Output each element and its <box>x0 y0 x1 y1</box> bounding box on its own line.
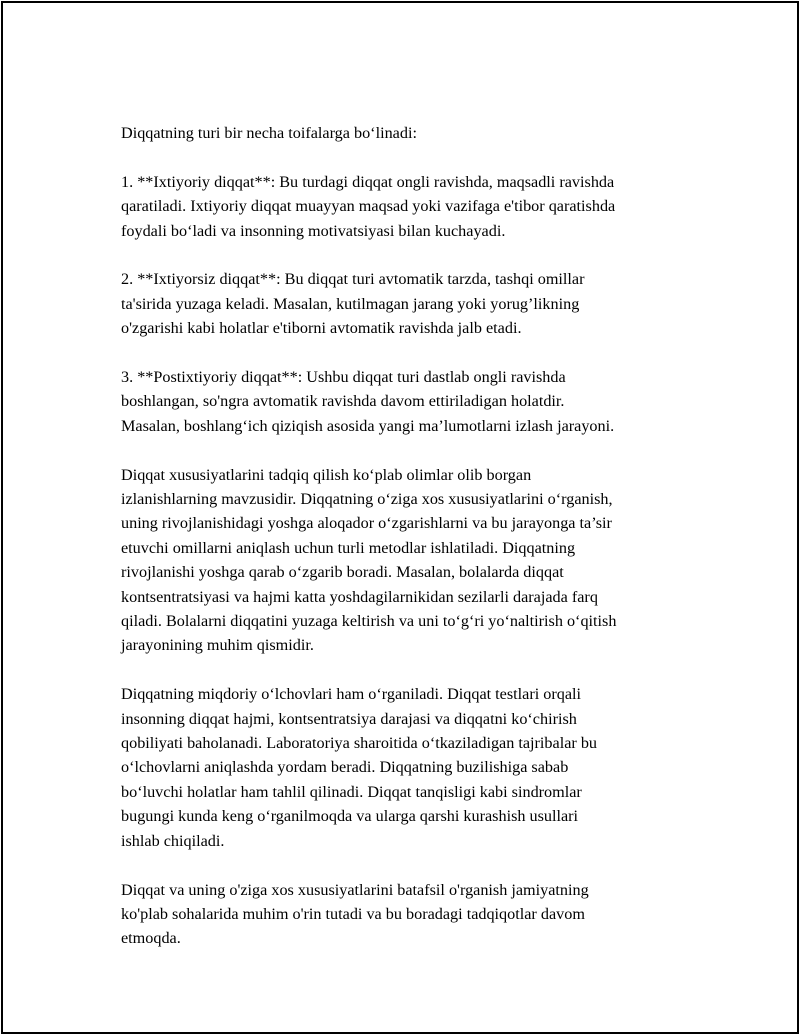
document-body <box>121 121 701 975</box>
intro-paragraph: Diqqatning turi bir necha toifalarga bo‘linadi: <box>121 124 417 142</box>
list-item-voluntary-attention: 1. **Ixtiyoriy diqqat**: Bu turdagi diqqat ongli ravishda, maqsadli ravishda qaratiladi. Ixtiyoriy diqqat muayyan maqsad yoki vazifaga e'tibor qaratishda foydali bo‘ladi va insonning motivatsiyasi bilan kuchayadi. <box>121 172 616 240</box>
page-frame <box>1 1 799 1034</box>
measurement-paragraph: Diqqatning miqdoriy o‘lchovlari ham o‘rganiladi. Diqqat testlari orqali insonning diqqat hajmi, kontsentratsiya darajasi va diqqatni ko‘chirish qobiliyati baholanadi. Laboratoriya sharoitida o‘tkaziladigan tajribalar bu o‘lchovlarni aniqlashda yordam beradi. Diqqatning buzilishiga sabab bo‘luvchi holatlar ham tahlil qilinadi. Diqqat tanqisligi kabi sindromlar bugungi kunda keng o‘rganilmoqda va ularga qarshi kurashish usullari ishlab chiqiladi. <box>121 685 598 850</box>
research-paragraph: Diqqat xususiyatlarini tadqiq qilish ko‘plab olimlar olib borgan izlanishlarning mavzusidir. Diqqatning o‘ziga xos xususiyatlarini o‘rganish, uning rivojlanishidagi yoshga aloqador o‘zgarishlarni va bu jarayonga ta’sir etuvchi omillarni aniqlash uchun turli metodlar ishlatiladi. Diqqatning rivojlanishi yoshga qarab o‘zgarib boradi. Masalan, bolalarda diqqat kontsentratsiyasi va hajmi katta yoshdagilarnikidan sezilarli darajada farq qiladi. Bolalarni diqqatini yuzaga keltirish va uni to‘g‘ri yo‘naltirish o‘qitish jarayonining muhim qismidir. <box>121 465 617 655</box>
list-item-postvoluntary-attention: 3. **Postixtiyoriy diqqat**: Ushbu diqqat turi dastlab ongli ravishda boshlangan, so'ngra avtomatik ravishda davom ettiriladigan holatdir. Masalan, boshlang‘ich qiziqish asosida yangi ma’lumotlarni izlash jarayoni. <box>121 368 615 435</box>
conclusion-paragraph: Diqqat va uning o'ziga xos xususiyatlarini batafsil o'rganish jamiyatning ko'plab sohalarida muhim o'rin tutadi va bu boradagi tadqiqotlar davom etmoqda. <box>121 880 589 948</box>
list-item-involuntary-attention: 2. **Ixtiyorsiz diqqat**: Bu diqqat turi avtomatik tarzda, tashqi omillar ta'sirida yuzaga keladi. Masalan, kutilmagan jarang yoki yorug’likning o'zgarishi kabi holatlar e'tiborni avtomatik ravishda jalb etadi. <box>121 270 585 338</box>
